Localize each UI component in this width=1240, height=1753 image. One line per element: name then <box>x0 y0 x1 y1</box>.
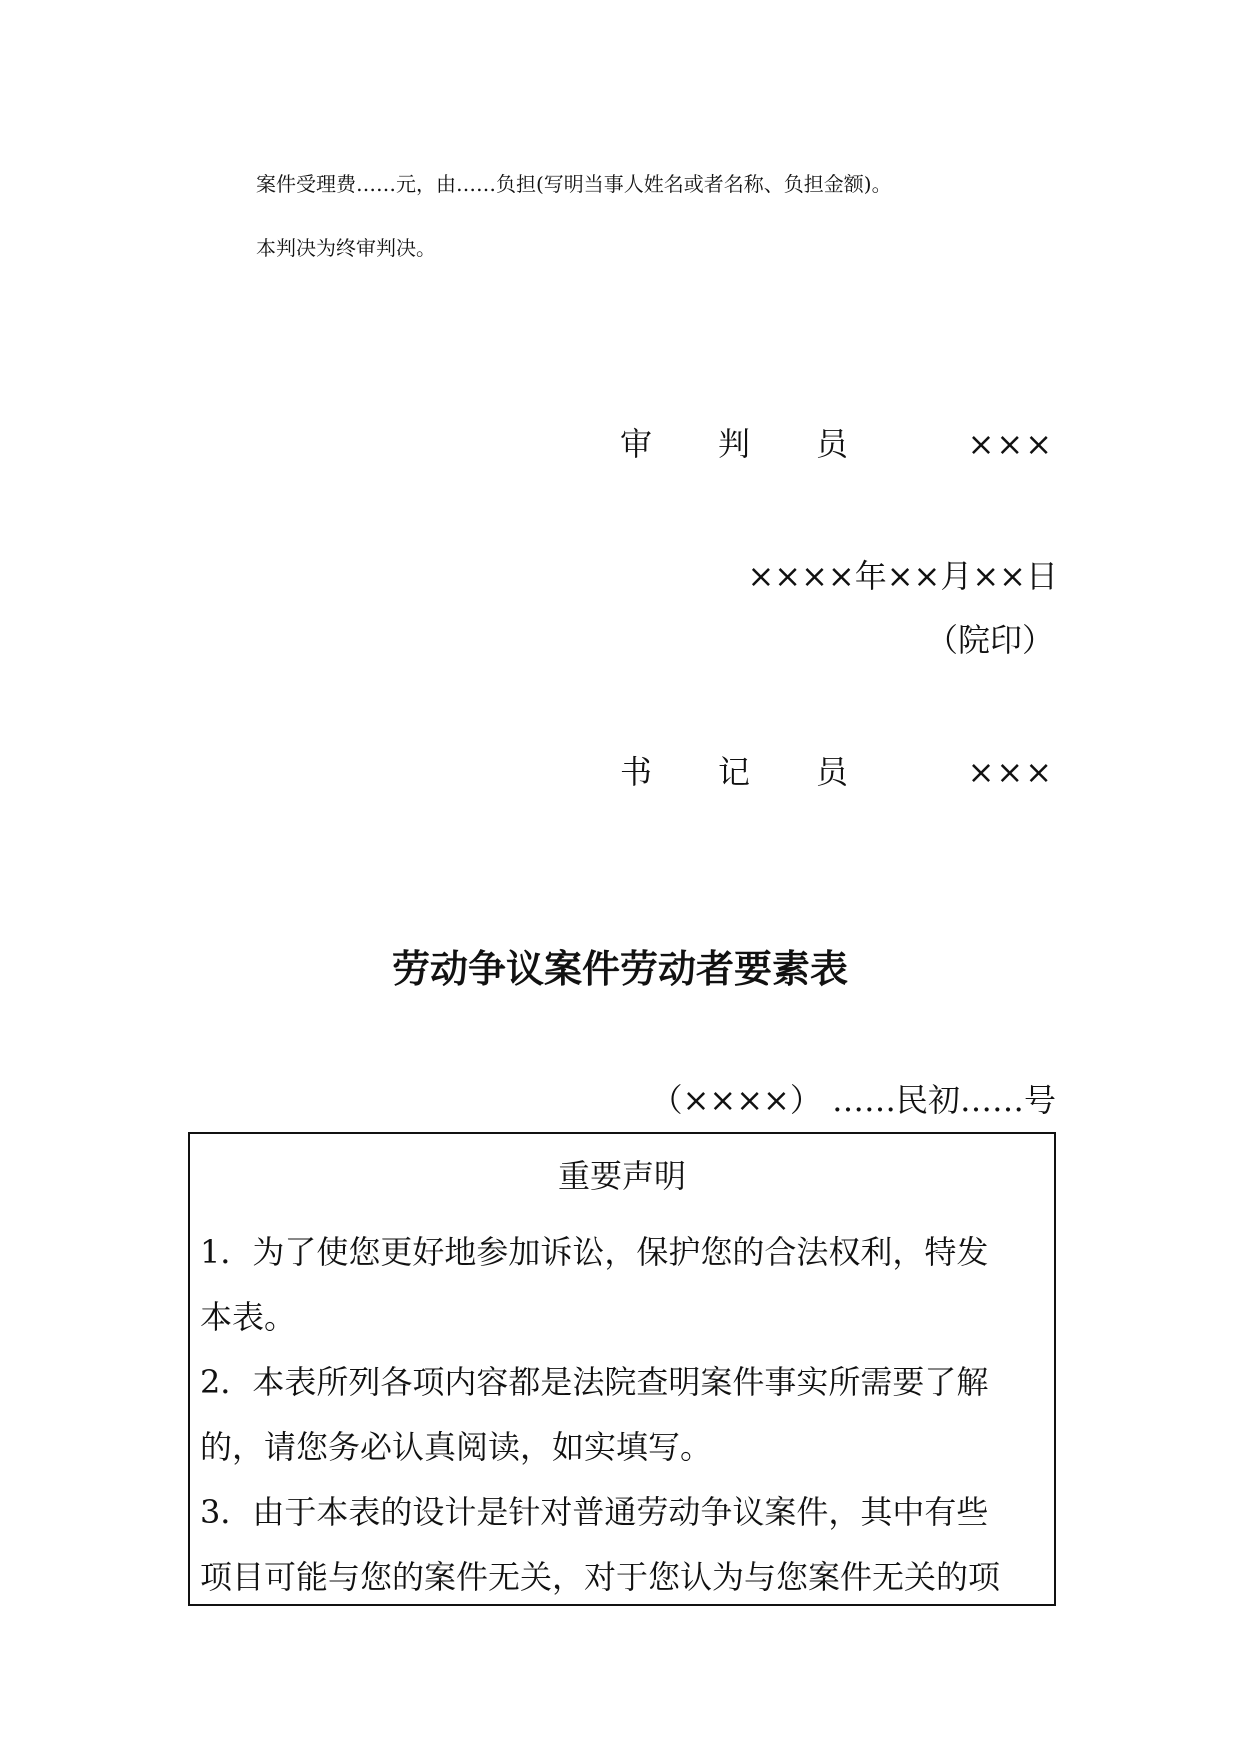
clerk-name: ××× <box>967 753 1054 791</box>
judge-role-label: 审判员 <box>620 425 915 463</box>
fee-line: 案件受理费……元，由……负担(写明当事人姓名或者名称、负担金额)。 <box>256 172 892 196</box>
judgment-date: ××××年××月××日 <box>747 557 1058 595</box>
court-seal-label: （院印） <box>925 621 1054 659</box>
form-title: 劳动争议案件劳动者要素表 <box>391 947 848 991</box>
statement-item: 3．由于本表的设计是针对普通劳动争议案件，其中有些项目可能与您的案件无关，对于您认为与您案件无关的项 <box>200 1493 1001 1596</box>
statement-item: 2．本表所列各项内容都是法院查明案件事实所需要了解的，请您务必认真阅读，如实填写。 <box>200 1363 989 1466</box>
case-number: （××××） ……民初……号 <box>650 1081 1056 1119</box>
statement-body <box>200 1220 1018 1606</box>
judge-name: ××× <box>967 425 1054 463</box>
statement-item: 1．为了使您更好地参加诉讼，保护您的合法权利，特发本表。 <box>200 1233 989 1336</box>
clerk-role-label: 书记员 <box>620 753 915 791</box>
final-judgment-line: 本判决为终审判决。 <box>256 236 436 260</box>
statement-title: 重要声明 <box>557 1157 686 1195</box>
important-statement-box <box>188 1132 1056 1606</box>
clerk-signature-row <box>620 752 1060 792</box>
judge-signature-row <box>620 424 1060 464</box>
